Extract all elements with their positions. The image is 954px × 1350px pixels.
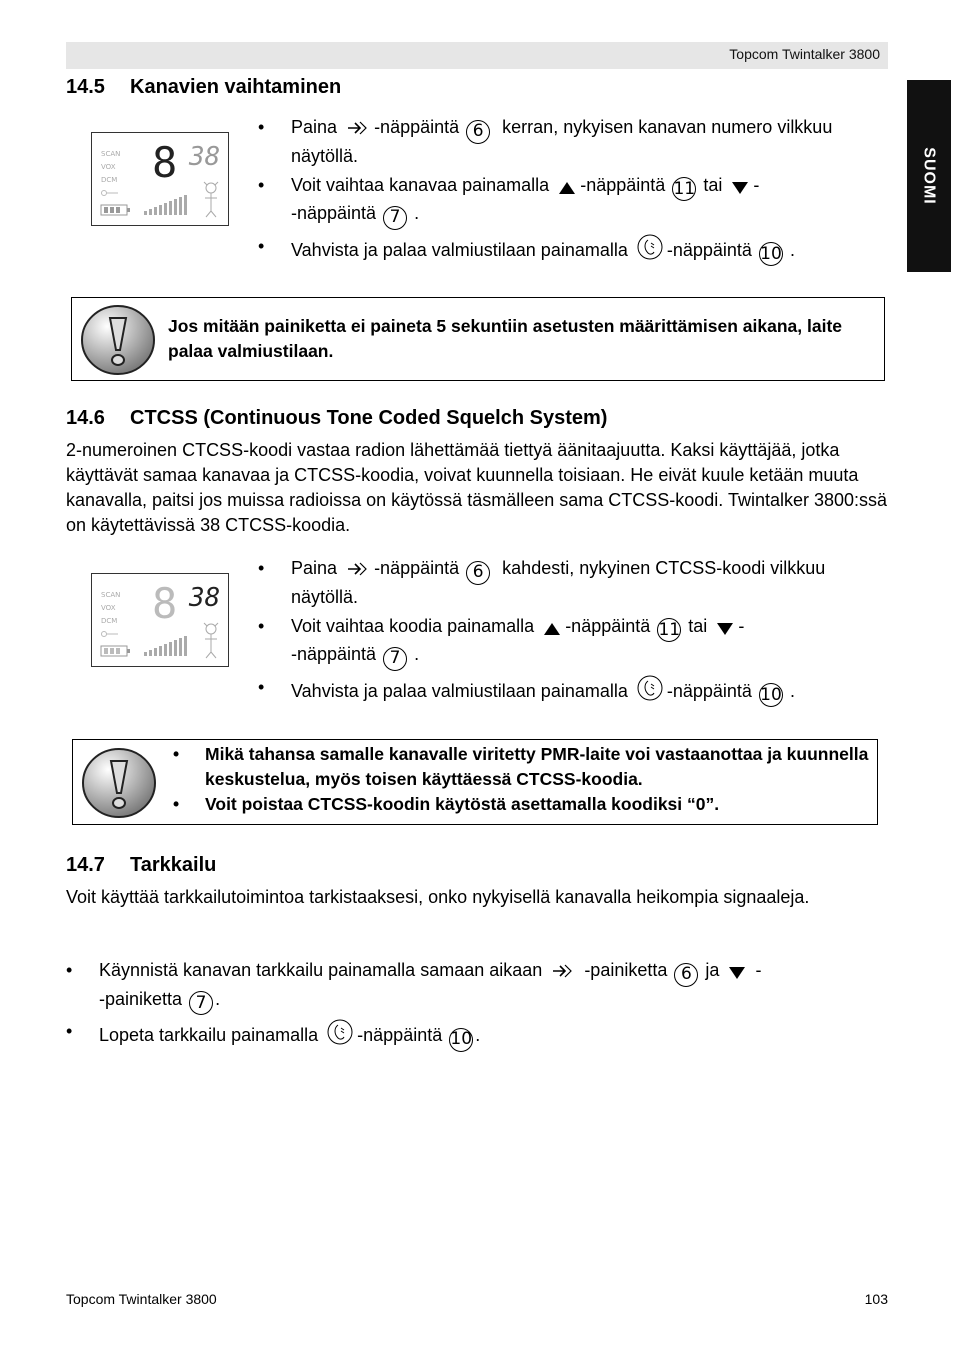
battery-icon	[101, 646, 130, 656]
section-title: Kanavien vaihtaminen	[130, 76, 342, 98]
lcd-label-scan: SCAN	[101, 150, 121, 158]
section-title: Tarkkailu	[130, 854, 217, 876]
down-arrow-icon	[728, 966, 746, 980]
steps-list-14-5	[258, 115, 868, 270]
exclamation-icon	[80, 304, 156, 376]
down-arrow-icon	[716, 622, 734, 636]
header-bar	[66, 42, 888, 69]
lcd-big-digit: 8	[152, 579, 178, 628]
list-item: • Voit vaihtaa kanavaa painamalla -näppäintä 11 tai - -näppäintä 7 .	[258, 173, 868, 230]
lcd-label-vox: VOX	[101, 604, 116, 612]
section-number: 14.6	[66, 407, 105, 429]
key-number-6: 6	[466, 120, 490, 144]
key-number-7: 7	[383, 647, 407, 671]
lcd-display-ctcss	[91, 573, 229, 667]
list-item: • Voit poistaa CTCSS-koodin käytöstä asettamalla koodiksi “0”.	[173, 794, 720, 814]
footer-product: Topcom Twintalker 3800	[66, 1291, 217, 1307]
note-text: Jos mitään painiketta ei paineta 5 sekuntiin asetusten määrittämisen aikana, laite palaa valmiustilaan.	[168, 316, 843, 361]
note-box	[71, 297, 885, 381]
ctcss-intro-paragraph: 2-numeroinen CTCSS-koodi vastaa radion lähettämää tiettyä äänitaajuutta. Kaksi käyttäjää, jotka käyttävät samaa kanavaa ja CTCSS-koodia, voivat kuunnella toisiaan. He eivät kuule ketään muuta kanavalla, paitsi jos muissa radioissa on käytössä täsmälleen sama CTCSS-koodi. Twintalker 3800:ssä on käytettävissä 38 CTCSS-koodia.	[66, 440, 888, 535]
list-item: • Vahvista ja palaa valmiustilaan painamalla -näppäintä 10 .	[258, 234, 868, 267]
language-tab	[907, 80, 951, 272]
monitor-key-icon	[637, 234, 663, 260]
key-number-10: 10	[449, 1028, 473, 1052]
signal-bars-icon	[144, 195, 187, 215]
section-heading-14-7	[66, 854, 216, 877]
section-number: 14.5	[66, 76, 105, 98]
person-icon	[204, 623, 218, 658]
lcd-label-vox: VOX	[101, 163, 116, 171]
up-arrow-icon	[558, 181, 576, 195]
section-heading-14-6	[66, 407, 607, 430]
section-heading-14-5	[66, 76, 341, 99]
up-arrow-icon	[543, 622, 561, 636]
lcd-big-digit: 8	[152, 138, 178, 187]
note-box	[72, 739, 878, 825]
steps-list-14-6	[258, 556, 868, 711]
note-text	[173, 742, 869, 817]
header-product: Topcom Twintalker 3800	[729, 46, 880, 62]
menu-key-icon	[346, 119, 370, 137]
menu-key-icon	[346, 560, 370, 578]
key-number-10: 10	[759, 242, 783, 266]
person-icon	[204, 182, 218, 217]
key-number-11: 11	[657, 618, 681, 642]
battery-icon	[101, 205, 130, 215]
lcd-display-channel	[91, 132, 229, 226]
page-number: 103	[864, 1291, 888, 1307]
list-item: • Vahvista ja palaa valmiustilaan painamalla -näppäintä 10 .	[258, 675, 868, 708]
signal-bars-icon	[144, 636, 187, 656]
key-number-7: 7	[383, 206, 407, 230]
monitor-key-icon	[327, 1019, 353, 1045]
list-item: • Mikä tahansa samalle kanavalle viritetty PMR-laite voi vastaanottaa ja kuunnella keskustelua, myös toisen käyttäessä CTCSS-koodia.	[173, 744, 869, 789]
key-icon	[102, 632, 119, 637]
list-item: • Käynnistä kanavan tarkkailu painamalla samaan aikaan -painiketta 6 ja - -painiketta 7 .	[66, 958, 856, 1015]
exclamation-icon	[81, 747, 157, 819]
steps-list-14-7	[66, 958, 856, 1056]
section-title: CTCSS (Continuous Tone Coded Squelch System)	[130, 407, 608, 429]
monitor-key-icon	[637, 675, 663, 701]
lcd-small-digits: 38	[189, 583, 221, 613]
list-item: • Lopeta tarkkailu painamalla -näppäintä 10 .	[66, 1019, 856, 1052]
list-item: • Voit vaihtaa koodia painamalla -näppäintä 11 tai - -näppäintä 7 .	[258, 614, 868, 671]
language-tab-label: SUOMI	[921, 147, 939, 205]
lcd-label-dcm: DCM	[101, 176, 118, 184]
key-number-6: 6	[674, 963, 698, 987]
list-item: • Paina -näppäintä 6 kerran, nykyisen kanavan numero vilkkuu näytöllä.	[258, 117, 833, 166]
lcd-illustration	[92, 133, 228, 225]
key-number-7: 7	[189, 991, 213, 1015]
lcd-illustration	[92, 574, 228, 666]
down-arrow-icon	[731, 181, 749, 195]
lcd-label-dcm: DCM	[101, 617, 118, 625]
lcd-small-digits: 38	[189, 142, 221, 172]
section-number: 14.7	[66, 854, 105, 876]
key-number-6: 6	[466, 561, 490, 585]
key-icon	[102, 191, 119, 196]
lcd-label-scan: SCAN	[101, 591, 121, 599]
key-number-10: 10	[759, 683, 783, 707]
list-item: • Paina -näppäintä 6 kahdesti, nykyinen CTCSS-koodi vilkkuu näytöllä.	[258, 558, 826, 607]
monitor-intro-paragraph: Voit käyttää tarkkailutoimintoa tarkistaaksesi, onko nykyisellä kanavalla heikompia signaaleja.	[66, 887, 810, 907]
key-number-11: 11	[672, 177, 696, 201]
menu-key-icon	[551, 962, 575, 980]
